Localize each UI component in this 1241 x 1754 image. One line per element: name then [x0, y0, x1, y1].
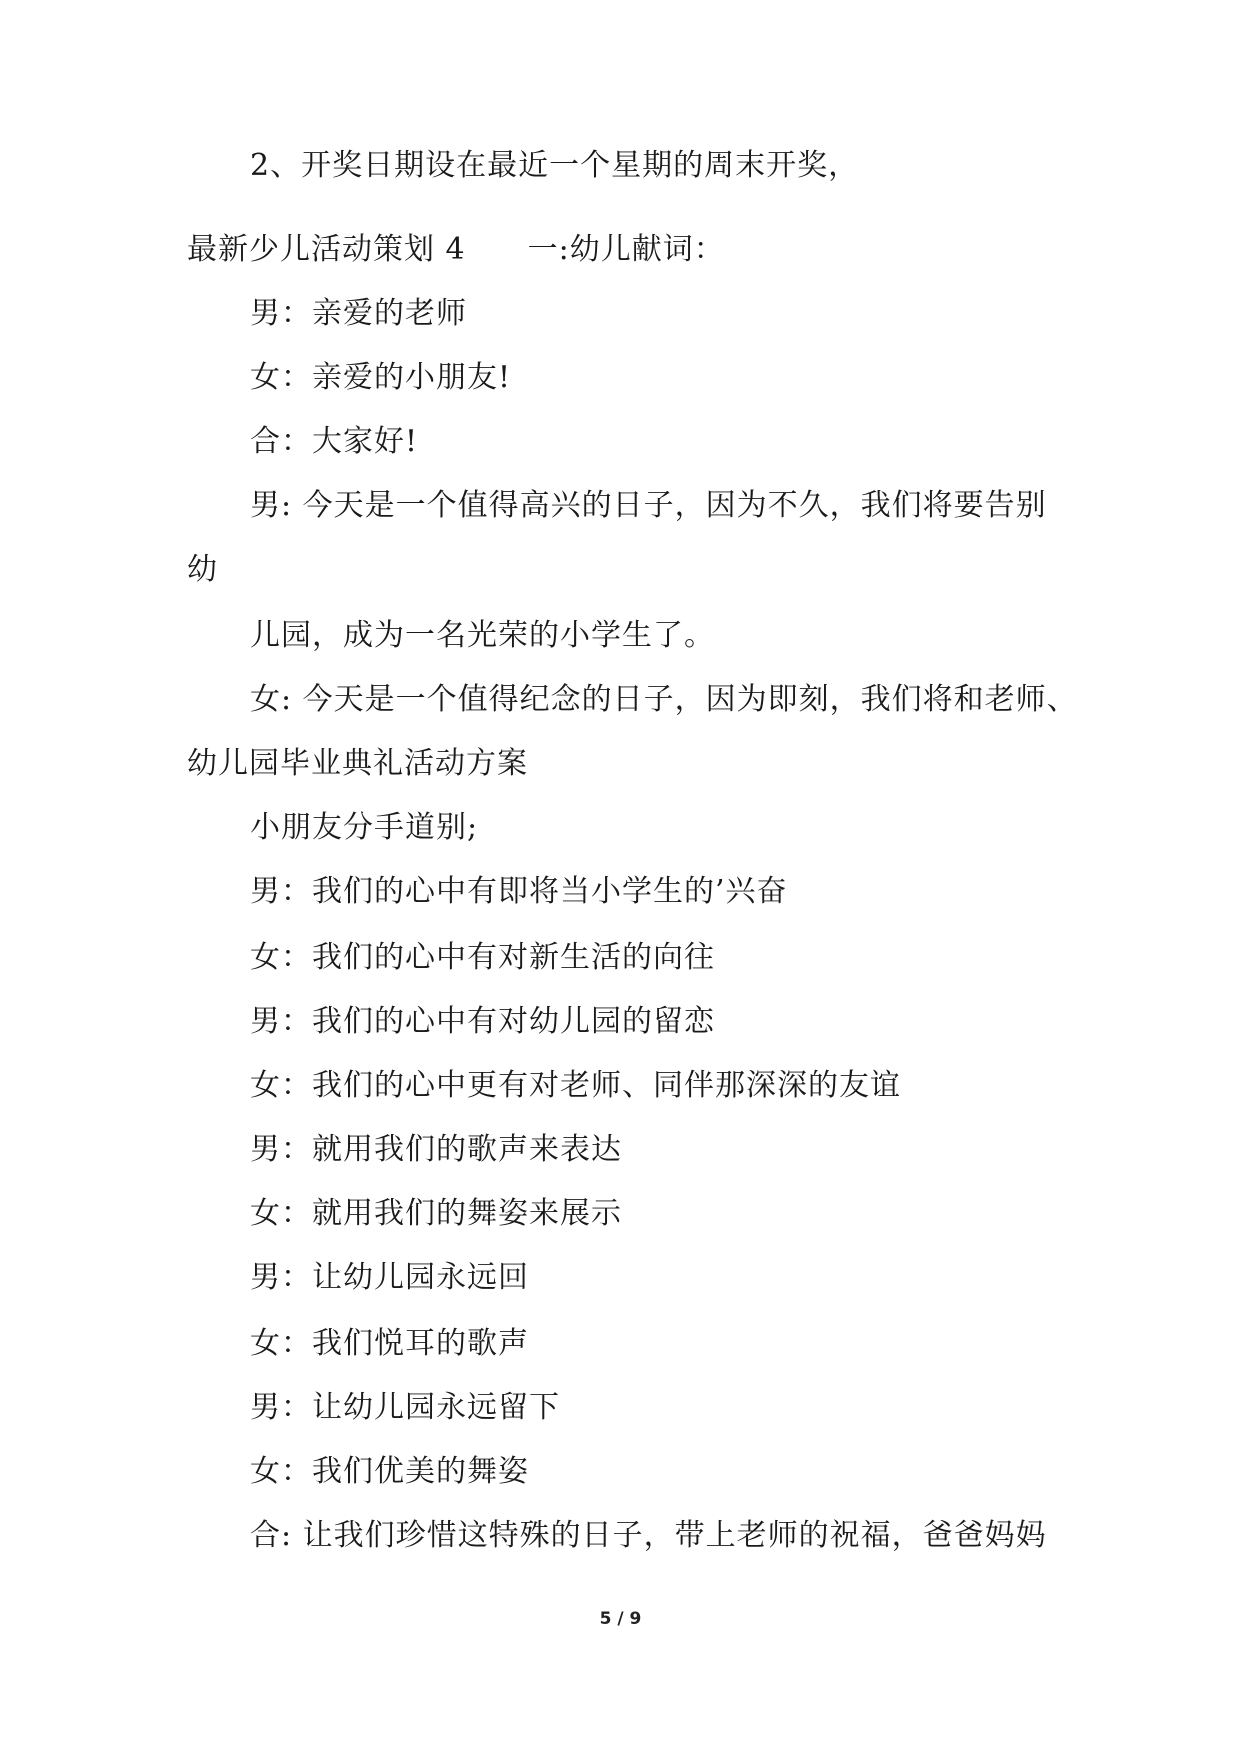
text-line: 幼 — [187, 552, 218, 587]
text-line: 男：让幼儿园永远回 — [250, 1260, 529, 1295]
text-line: 儿园，成为一名光荣的小学生了。 — [250, 618, 715, 653]
text-line: 女：我们优美的舞姿 — [250, 1454, 529, 1489]
text-line: 合: 让我们珍惜这特殊的日子，带上老师的祝福，爸爸妈妈 — [250, 1518, 1047, 1553]
text-line: 女：亲爱的小朋友! — [250, 360, 512, 395]
text-line: 男：让幼儿园永远留下 — [250, 1390, 560, 1425]
text-line: 男：我们的心中有对幼儿园的留恋 — [250, 1004, 715, 1039]
text-line: 男: 今天是一个值得高兴的日子，因为不久，我们将要告别 — [250, 488, 1047, 523]
page-number: 5 / 9 — [599, 1609, 642, 1629]
text-line: 男：就用我们的歌声来表达 — [250, 1132, 622, 1167]
text-line: 女: 今天是一个值得纪念的日子，因为即刻，我们将和老师、 — [250, 682, 1078, 717]
text-line: 男：我们的心中有即将当小学生的’兴奋 — [250, 874, 788, 909]
text-line: 女：我们悦耳的歌声 — [250, 1326, 529, 1361]
text-line: 幼儿园毕业典礼活动方案 — [187, 746, 528, 781]
text-line: 男：亲爱的老师 — [250, 296, 467, 331]
text-line: 最新少儿活动策划 4 一:幼儿献词： — [187, 232, 725, 267]
text-line: 小朋友分手道别; — [250, 810, 479, 845]
text-line: 2、开奖日期设在最近一个星期的周末开奖， — [250, 148, 860, 183]
text-line: 合：大家好! — [250, 424, 419, 459]
text-line: 女：就用我们的舞姿来展示 — [250, 1196, 622, 1231]
text-line: 女：我们的心中有对新生活的向往 — [250, 940, 715, 975]
text-line: 女：我们的心中更有对老师、同伴那深深的友谊 — [250, 1068, 901, 1103]
